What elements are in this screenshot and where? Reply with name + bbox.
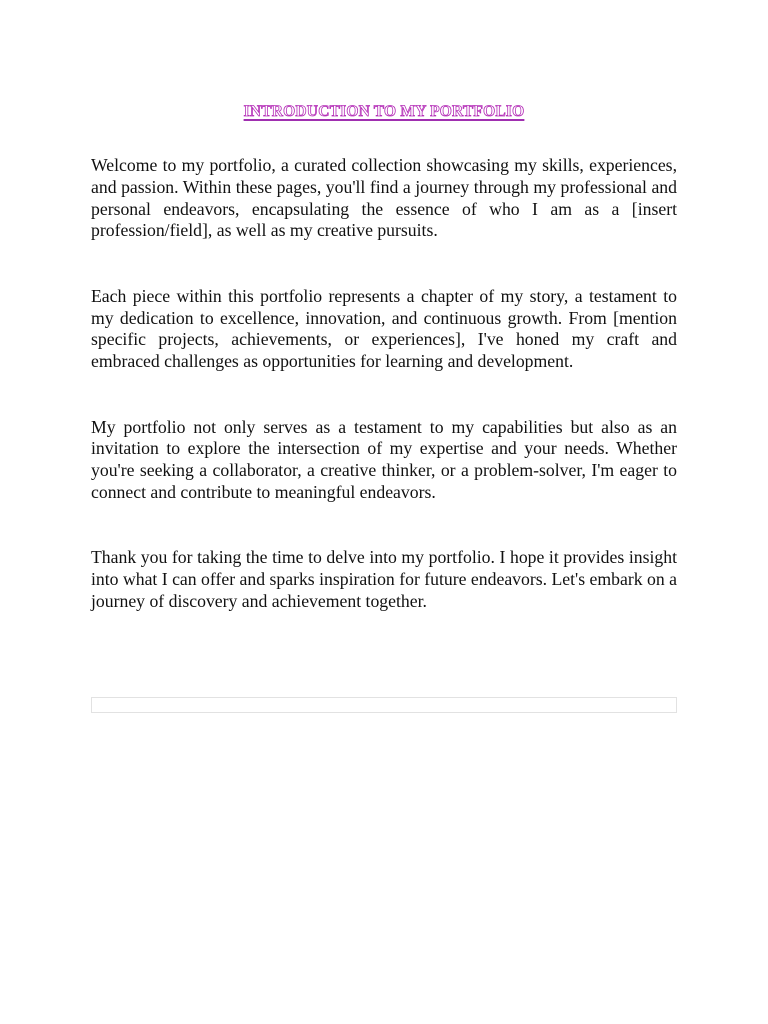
paragraph-welcome: Welcome to my portfolio, a curated collection showcasing my skills, experiences, and passion. Within these pages, you'll find a journey through my professional and personal endeavors, encapsulating the essence of who I am as a [insert profession/field], as well as my creative pursuits. — [91, 155, 677, 241]
document-title: INTRODUCTION TO MY PORTFOLIO — [243, 103, 525, 120]
paragraph-invitation: My portfolio not only serves as a testament to my capabilities but also as an invitation to explore the intersection of my expertise and your needs. Whether you're seeking a collaborator, a creative thinker, or a problem-solver, I'm eager to connect and contribute to meaningful endeavors. — [91, 416, 677, 502]
paragraph-chapters: Each piece within this portfolio represents a chapter of my story, a testament to my dedication to excellence, innovation, and continuous growth. From [mention specific projects, achievements, or experiences], I've honed my craft and embraced challenges as opportunities for learning and development. — [91, 285, 677, 372]
document-body — [91, 155, 677, 613]
empty-text-box — [91, 697, 677, 713]
paragraph-thank-you: Thank you for taking the time to delve into my portfolio. I hope it provides insight into what I can offer and sparks inspiration for future endeavors. Let's embark on a journey of discovery and achievement together. — [91, 547, 677, 611]
